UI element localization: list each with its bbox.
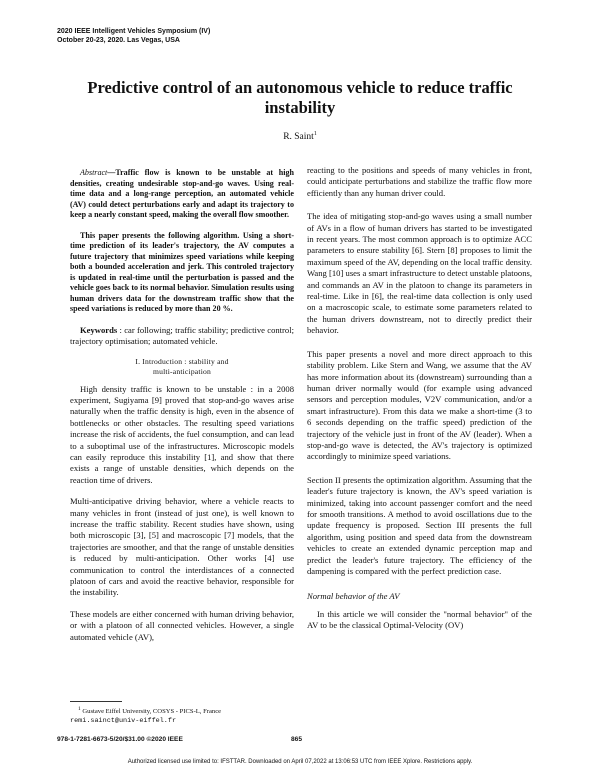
keywords-label: Keywords: [80, 324, 118, 335]
isbn-line: 978-1-7281-6673-5/20/$31.00 ©2020 IEEE: [57, 736, 183, 743]
page-number: 865: [291, 736, 303, 743]
right-column: [307, 165, 532, 632]
section-heading-line-2: multi-anticipation: [152, 367, 211, 376]
intro-paragraph-2: Multi-anticipative driving behavior, where a vehicle reacts to many vehicles in front (instead of just one), is well known to increase the traffic stability. Recent studies have shown, using both microscopic [3], [5] and macroscopic [7] models, that the trajectories are smoother, and that the range of unstable densities is reduced by multi-anticipation. Other works [4] use communication to control the interdistances of a connected platoon of cars and avoid the reactive behavior, responsible for the instability.: [70, 496, 294, 598]
intro-paragraph-3: These models are either concerned with human driving behavior, or with a platoon of all connected vehicles. However, a single automated vehicle (AV),: [70, 608, 294, 642]
footnote-mark: 1: [78, 706, 81, 712]
subsection-heading: Normal behavior of the AV: [307, 591, 400, 602]
abstract-paragraph-2: This paper presents the following algorithm. Using a short-time prediction of its leader's trajectory, the AV computes a future trajectory that minimizes speed variations while keeping both a bounded acceleration and jerk. This controled trajectory is updated in real-time until the perturbation is passed and the vehicle goes back to its normal behavior. Simulation results using human drivers data for the downstream traffic show that the speed variations is reduced by more than 20 %.: [70, 230, 294, 313]
footnote-email: remi.sainct@univ-eiffel.fr: [70, 716, 177, 725]
footnote-affiliation: Gustave Eiffel University, COSYS - PICS-L, France: [82, 708, 222, 716]
abstract-paragraph: [70, 168, 294, 221]
conference-dates: October 20-23, 2020. Las Vegas, USA: [57, 37, 180, 44]
right-paragraph-5: In this article we will consider the "normal behavior" of the AV to be the classical Optimal-Velocity (OV): [307, 608, 532, 631]
left-column: [70, 168, 294, 643]
right-paragraph-3: This paper presents a novel and more direct approach to this stability problem. Like Stern and Wang, we assume that the AV has more information about its (downstream) surrounding than a human driver normally would (for example using advanced sensors and perception modules, V2V communication, and/or a smart infrastructure). From this data we make a short-time (3 to 6 seconds depending on the traffic speed) prediction of the trajectory of the vehicle just in front of the AV (leader). When a stop-and-go wave is detected, the AV's trajectory is optimized accordingly to minimize speed variations.: [307, 348, 532, 462]
section-heading-1: [70, 357, 294, 378]
intro-paragraph-1: High density traffic is known to be unstable : in a 2008 experiment, Sugiyama [9] proved that stop-and-go waves arise naturally when the traffic density is high, even in the absence of bottlenecks or other obstacles. The resulting speed variations increase the risk of accidents, the fuel consumption, and can lead to a suboptimal use of the infrastructures. Microscopic models can easily reproduce this instability [1], and show that there exists a range of unstable densities, which depends on the reaction time of drivers.: [70, 383, 294, 485]
authorized-use-notice: Authorized licensed use limited to: IFSTTAR. Downloaded on April 07,2022 at 13:06:53 UTC from IEEE Xplore. Restrictions apply.: [127, 759, 473, 765]
right-paragraph-2: The idea of mitigating stop-and-go waves using a small number of AVs in a flow of human drivers has started to be investigated in recent years. The most common approach is to optimize ACC parameters to ensure stability [6]. Stern [8] proposes to limit the maximum speed of the AV, depending on the local traffic density. Wang [10] uses a smart infrastructure to detect unstable platoons, and commands an AV in the platoon to change its parameters in real-time. Like in [6], the real-time data collection is only used on a macroscopic scale, to estimate some parameters related to the human drivers downstream, not to directly predict their behavior.: [307, 211, 532, 336]
abstract-label: Abstract: [80, 168, 108, 177]
right-paragraph-1: reacting to the positions and speeds of many vehicles in front, could anticipate perturbations and stabilize the traffic flow more efficiently than any human driver could.: [307, 165, 532, 198]
keywords-text: : car following; traffic stability; predictive control; trajectory optimisation; automated vehicle.: [70, 324, 294, 346]
author-name: R. Saint: [283, 132, 314, 143]
right-paragraph-4: Section II presents the optimization algorithm. Assuming that the leader's future trajectory is known, the AV's speed variation is minimized, taking into account passenger comfort and the need for smooth transitions. A method to avoid oscillations due to the update frequency is proposed. Section III presents the full algorithm, using position and speed data from the downstream vehicles to create an extended dynamic perception map and predict the leader's future trajectory. The efficiency of the dampening is compared with the perfect prediction case.: [307, 474, 532, 576]
author-mark: 1: [313, 131, 317, 137]
footnote-rule: [70, 701, 122, 702]
abstract-text: —Traffic flow is known to be unstable at high densities, creating undesirable stop-and-go waves. Using real-time data and a long-range perception, an automated vehicle (AV) could detect perturbations early and adapt its trajectory to keep a nearly constant speed, making the overall flow smoother.: [70, 168, 294, 219]
conference-header: [57, 27, 210, 45]
author-line: [0, 131, 600, 142]
keywords: [70, 325, 294, 347]
section-heading-line-1: I. Introduction : stability and: [135, 356, 229, 366]
conference-name: 2020 IEEE Intelligent Vehicles Symposium (IV): [57, 28, 211, 35]
paper-title: Predictive control of an autonomous vehicle to reduce traffic instability: [87, 78, 513, 117]
footnote: [70, 705, 294, 725]
